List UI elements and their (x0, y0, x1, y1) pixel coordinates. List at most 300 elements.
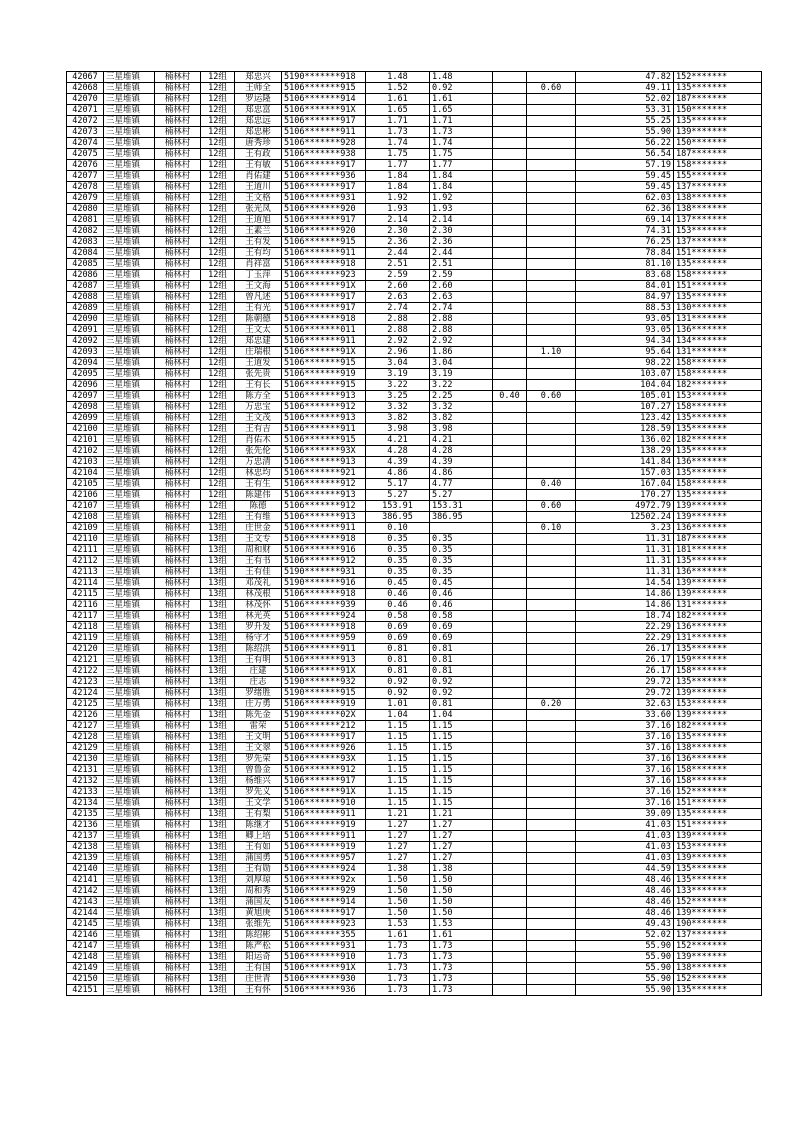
person-name-cell: 邓茂礼 (235, 578, 282, 589)
amount-cell: 37.16 (576, 798, 674, 809)
area-b-cell: 4.21 (430, 435, 493, 446)
person-name-cell: 蒲国勇 (235, 853, 282, 864)
village-name-cell: 楠林村 (155, 787, 201, 798)
table-row (67, 545, 762, 556)
village-name-cell: 楠林村 (155, 105, 201, 116)
amount-cell: 59.45 (576, 171, 674, 182)
row-number-cell: 42108 (67, 512, 104, 523)
area-total-cell: 1.93 (366, 204, 430, 215)
id-number-cell: 5106*******912 (282, 479, 366, 490)
person-name-cell: 王有吉 (235, 424, 282, 435)
person-name-cell: 刘厚琼 (235, 875, 282, 886)
phone-number-cell: 139******* (674, 908, 762, 919)
amount-cell: 55.90 (576, 127, 674, 138)
area-c-cell (493, 512, 527, 523)
group-name-cell: 13组 (201, 600, 235, 611)
id-number-cell: 5106*******917 (282, 732, 366, 743)
row-number-cell: 42118 (67, 622, 104, 633)
group-name-cell: 13组 (201, 633, 235, 644)
town-name-cell: 三星堆镇 (104, 754, 155, 765)
amount-cell: 84.97 (576, 292, 674, 303)
row-number-cell: 42115 (67, 589, 104, 600)
id-number-cell: 5106*******931 (282, 193, 366, 204)
table-row (67, 908, 762, 919)
amount-cell: 59.45 (576, 182, 674, 193)
id-number-cell: 5190*******916 (282, 578, 366, 589)
person-name-cell: 曾鲁金 (235, 765, 282, 776)
phone-number-cell: 130******* (674, 303, 762, 314)
village-name-cell: 楠林村 (155, 380, 201, 391)
area-total-cell: 2.74 (366, 303, 430, 314)
person-name-cell: 王有明 (235, 655, 282, 666)
amount-cell: 33.60 (576, 710, 674, 721)
town-name-cell: 三星堆镇 (104, 479, 155, 490)
group-name-cell: 13组 (201, 809, 235, 820)
table-row (67, 831, 762, 842)
id-number-cell: 5106*******914 (282, 94, 366, 105)
village-name-cell: 楠林村 (155, 72, 201, 83)
area-total-cell: 1.38 (366, 864, 430, 875)
table-row (67, 171, 762, 182)
town-name-cell: 三星堆镇 (104, 721, 155, 732)
area-c-cell (493, 589, 527, 600)
phone-number-cell: 153******* (674, 842, 762, 853)
table-row (67, 556, 762, 567)
amount-cell: 94.34 (576, 336, 674, 347)
town-name-cell: 三星堆镇 (104, 83, 155, 94)
amount-cell: 138.29 (576, 446, 674, 457)
id-number-cell: 5106*******911 (282, 336, 366, 347)
row-number-cell: 42077 (67, 171, 104, 182)
id-number-cell: 5190*******932 (282, 677, 366, 688)
area-d-cell (527, 94, 576, 105)
area-b-cell: 2.60 (430, 281, 493, 292)
person-name-cell: 陈绍彬 (235, 930, 282, 941)
town-name-cell: 三星堆镇 (104, 699, 155, 710)
table-row (67, 930, 762, 941)
amount-cell: 48.46 (576, 886, 674, 897)
area-d-cell (527, 380, 576, 391)
person-name-cell: 林光英 (235, 611, 282, 622)
area-c-cell (493, 864, 527, 875)
village-name-cell: 楠林村 (155, 930, 201, 941)
phone-number-cell: 135******* (674, 809, 762, 820)
phone-number-cell: 187******* (674, 534, 762, 545)
area-c-cell (493, 149, 527, 160)
table-row (67, 325, 762, 336)
phone-number-cell: 131******* (674, 633, 762, 644)
area-total-cell: 1.84 (366, 171, 430, 182)
area-d-cell: 0.10 (527, 523, 576, 534)
person-name-cell: 陈朝德 (235, 314, 282, 325)
area-c-cell (493, 534, 527, 545)
area-d-cell (527, 611, 576, 622)
amount-cell: 49.11 (576, 83, 674, 94)
table-row (67, 589, 762, 600)
area-d-cell (527, 281, 576, 292)
group-name-cell: 12组 (201, 512, 235, 523)
group-name-cell: 13组 (201, 963, 235, 974)
table-row (67, 182, 762, 193)
area-d-cell (527, 567, 576, 578)
town-name-cell: 三星堆镇 (104, 798, 155, 809)
table-row (67, 446, 762, 457)
area-c-cell (493, 556, 527, 567)
amount-cell: 22.29 (576, 633, 674, 644)
area-d-cell (527, 402, 576, 413)
village-name-cell: 楠林村 (155, 710, 201, 721)
phone-number-cell: 152******* (674, 787, 762, 798)
area-d-cell (527, 831, 576, 842)
area-c-cell (493, 798, 527, 809)
id-number-cell: 5106*******92x (282, 875, 366, 886)
row-number-cell: 42110 (67, 534, 104, 545)
area-total-cell: 2.60 (366, 281, 430, 292)
group-name-cell: 12组 (201, 391, 235, 402)
area-b-cell: 1.48 (430, 72, 493, 83)
area-total-cell: 1.27 (366, 831, 430, 842)
id-number-cell: 5106*******915 (282, 435, 366, 446)
id-number-cell: 5106*******91X (282, 963, 366, 974)
area-d-cell (527, 633, 576, 644)
row-number-cell: 42119 (67, 633, 104, 644)
village-name-cell: 楠林村 (155, 732, 201, 743)
area-c-cell (493, 985, 527, 996)
village-name-cell: 楠林村 (155, 589, 201, 600)
id-number-cell: 5106*******917 (282, 182, 366, 193)
group-name-cell: 13组 (201, 897, 235, 908)
area-b-cell: 1.38 (430, 864, 493, 875)
village-name-cell: 楠林村 (155, 292, 201, 303)
village-name-cell: 楠林村 (155, 677, 201, 688)
area-d-cell (527, 655, 576, 666)
area-c-cell (493, 820, 527, 831)
table-row (67, 644, 762, 655)
area-b-cell: 2.59 (430, 270, 493, 281)
area-total-cell: 3.19 (366, 369, 430, 380)
person-name-cell: 王有如 (235, 842, 282, 853)
area-total-cell: 1.61 (366, 930, 430, 941)
table-row (67, 600, 762, 611)
area-c-cell (493, 754, 527, 765)
id-number-cell: 5106*******918 (282, 622, 366, 633)
area-c-cell (493, 952, 527, 963)
area-d-cell (527, 72, 576, 83)
table-row (67, 226, 762, 237)
area-total-cell: 1.15 (366, 754, 430, 765)
person-name-cell: 王有勋 (235, 864, 282, 875)
village-name-cell: 楠林村 (155, 457, 201, 468)
area-c-cell (493, 633, 527, 644)
amount-cell: 56.54 (576, 149, 674, 160)
area-b-cell: 4.86 (430, 468, 493, 479)
area-total-cell: 5.27 (366, 490, 430, 501)
area-c-cell (493, 600, 527, 611)
village-name-cell: 楠林村 (155, 127, 201, 138)
amount-cell: 48.46 (576, 875, 674, 886)
group-name-cell: 13组 (201, 523, 235, 534)
amount-cell: 32.63 (576, 699, 674, 710)
id-number-cell: 5190*******02X (282, 710, 366, 721)
row-number-cell: 42121 (67, 655, 104, 666)
area-total-cell: 1.15 (366, 776, 430, 787)
phone-number-cell: 158******* (674, 666, 762, 677)
phone-number-cell: 137******* (674, 930, 762, 941)
table-row (67, 985, 762, 996)
person-name-cell: 罗先荣 (235, 754, 282, 765)
village-name-cell: 楠林村 (155, 897, 201, 908)
area-c-cell (493, 941, 527, 952)
phone-number-cell: 135******* (674, 83, 762, 94)
area-c-cell (493, 578, 527, 589)
area-c-cell (493, 358, 527, 369)
area-b-cell: 0.35 (430, 567, 493, 578)
area-b-cell: 1.21 (430, 809, 493, 820)
row-number-cell: 42070 (67, 94, 104, 105)
village-name-cell: 楠林村 (155, 578, 201, 589)
phone-number-cell: 158******* (674, 358, 762, 369)
person-name-cell: 王有生 (235, 479, 282, 490)
area-c-cell (493, 930, 527, 941)
phone-number-cell: 158******* (674, 270, 762, 281)
area-b-cell: 3.32 (430, 402, 493, 413)
group-name-cell: 12组 (201, 490, 235, 501)
person-name-cell: 杨守才 (235, 633, 282, 644)
group-name-cell: 13组 (201, 842, 235, 853)
row-number-cell: 42085 (67, 259, 104, 270)
phone-number-cell: 187******* (674, 94, 762, 105)
area-total-cell: 1.27 (366, 853, 430, 864)
table-row (67, 655, 762, 666)
area-d-cell (527, 105, 576, 116)
row-number-cell: 42097 (67, 391, 104, 402)
phone-number-cell: 139******* (674, 501, 762, 512)
id-number-cell: 5106*******919 (282, 369, 366, 380)
area-d-cell (527, 182, 576, 193)
person-name-cell: 曾凡述 (235, 292, 282, 303)
group-name-cell: 13组 (201, 941, 235, 952)
village-name-cell: 楠林村 (155, 336, 201, 347)
amount-cell: 41.03 (576, 820, 674, 831)
town-name-cell: 三星堆镇 (104, 688, 155, 699)
amount-cell: 103.07 (576, 369, 674, 380)
area-c-cell (493, 908, 527, 919)
village-name-cell: 楠林村 (155, 974, 201, 985)
area-total-cell: 3.32 (366, 402, 430, 413)
table-row (67, 336, 762, 347)
amount-cell: 52.02 (576, 930, 674, 941)
group-name-cell: 12组 (201, 171, 235, 182)
group-name-cell: 13组 (201, 556, 235, 567)
table-row (67, 633, 762, 644)
area-b-cell: 1.50 (430, 908, 493, 919)
area-b-cell: 1.93 (430, 204, 493, 215)
area-total-cell: 0.10 (366, 523, 430, 534)
id-number-cell: 5106*******91X (282, 105, 366, 116)
village-name-cell: 楠林村 (155, 94, 201, 105)
person-name-cell: 罗先义 (235, 787, 282, 798)
row-number-cell: 42120 (67, 644, 104, 655)
village-name-cell: 楠林村 (155, 666, 201, 677)
group-name-cell: 12组 (201, 292, 235, 303)
table-row (67, 523, 762, 534)
row-number-cell: 42073 (67, 127, 104, 138)
area-c-cell (493, 468, 527, 479)
phone-number-cell: 150******* (674, 138, 762, 149)
amount-cell: 76.25 (576, 237, 674, 248)
area-c-cell (493, 732, 527, 743)
area-c-cell (493, 721, 527, 732)
table-row (67, 787, 762, 798)
group-name-cell: 13组 (201, 567, 235, 578)
area-total-cell: 0.45 (366, 578, 430, 589)
area-total-cell: 1.77 (366, 160, 430, 171)
amount-cell: 107.27 (576, 402, 674, 413)
town-name-cell: 三星堆镇 (104, 655, 155, 666)
area-c-cell (493, 622, 527, 633)
village-name-cell: 楠林村 (155, 149, 201, 160)
village-name-cell: 楠林村 (155, 446, 201, 457)
row-number-cell: 42099 (67, 413, 104, 424)
group-name-cell: 13组 (201, 688, 235, 699)
area-b-cell: 1.50 (430, 886, 493, 897)
town-name-cell: 三星堆镇 (104, 897, 155, 908)
group-name-cell: 12组 (201, 358, 235, 369)
town-name-cell: 三星堆镇 (104, 402, 155, 413)
town-name-cell: 三星堆镇 (104, 336, 155, 347)
area-c-cell (493, 710, 527, 721)
id-number-cell: 5106*******923 (282, 270, 366, 281)
id-number-cell: 5106*******913 (282, 490, 366, 501)
area-c-cell (493, 479, 527, 490)
table-row (67, 424, 762, 435)
town-name-cell: 三星堆镇 (104, 567, 155, 578)
area-b-cell: 0.35 (430, 534, 493, 545)
group-name-cell: 12组 (201, 281, 235, 292)
id-number-cell: 5106*******91X (282, 347, 366, 358)
town-name-cell: 三星堆镇 (104, 72, 155, 83)
phone-number-cell: 182******* (674, 721, 762, 732)
person-name-cell: 王有怀 (235, 985, 282, 996)
area-b-cell: 1.15 (430, 765, 493, 776)
area-d-cell (527, 160, 576, 171)
area-b-cell: 1.15 (430, 721, 493, 732)
phone-number-cell: 158******* (674, 369, 762, 380)
amount-cell: 37.16 (576, 754, 674, 765)
town-name-cell: 三星堆镇 (104, 556, 155, 567)
group-name-cell: 13组 (201, 644, 235, 655)
area-d-cell (527, 424, 576, 435)
area-c-cell (493, 193, 527, 204)
phone-number-cell: 150******* (674, 105, 762, 116)
area-total-cell: 0.81 (366, 655, 430, 666)
row-number-cell: 42148 (67, 952, 104, 963)
amount-cell: 11.31 (576, 556, 674, 567)
area-c-cell (493, 303, 527, 314)
amount-cell: 26.17 (576, 666, 674, 677)
area-c-cell (493, 611, 527, 622)
area-total-cell: 1.50 (366, 886, 430, 897)
table-row (67, 809, 762, 820)
town-name-cell: 三星堆镇 (104, 908, 155, 919)
area-d-cell (527, 864, 576, 875)
area-d-cell (527, 204, 576, 215)
area-c-cell (493, 105, 527, 116)
area-d-cell (527, 457, 576, 468)
area-c-cell (493, 204, 527, 215)
town-name-cell: 三星堆镇 (104, 787, 155, 798)
id-number-cell: 5106*******924 (282, 864, 366, 875)
area-c-cell (493, 776, 527, 787)
town-name-cell: 三星堆镇 (104, 886, 155, 897)
town-name-cell: 三星堆镇 (104, 919, 155, 930)
row-number-cell: 42137 (67, 831, 104, 842)
group-name-cell: 13组 (201, 820, 235, 831)
phone-number-cell: 151******* (674, 820, 762, 831)
id-number-cell: 5106*******212 (282, 721, 366, 732)
table-row (67, 688, 762, 699)
row-number-cell: 42112 (67, 556, 104, 567)
area-b-cell: 1.92 (430, 193, 493, 204)
table-row (67, 677, 762, 688)
village-name-cell: 楠林村 (155, 743, 201, 754)
row-number-cell: 42080 (67, 204, 104, 215)
table-row (67, 369, 762, 380)
row-number-cell: 42132 (67, 776, 104, 787)
id-number-cell: 5106*******911 (282, 831, 366, 842)
area-d-cell (527, 127, 576, 138)
person-name-cell: 蒲国友 (235, 897, 282, 908)
amount-cell: 57.19 (576, 160, 674, 171)
area-total-cell: 1.21 (366, 809, 430, 820)
table-row (67, 237, 762, 248)
town-name-cell: 三星堆镇 (104, 534, 155, 545)
id-number-cell: 5106*******959 (282, 633, 366, 644)
table-row (67, 919, 762, 930)
table-row (67, 721, 762, 732)
amount-cell: 55.90 (576, 985, 674, 996)
area-c-cell (493, 809, 527, 820)
amount-cell: 11.31 (576, 534, 674, 545)
group-name-cell: 13组 (201, 589, 235, 600)
table-row (67, 358, 762, 369)
id-number-cell: 5106*******931 (282, 941, 366, 952)
town-name-cell: 三星堆镇 (104, 358, 155, 369)
group-name-cell: 12组 (201, 204, 235, 215)
town-name-cell: 三星堆镇 (104, 490, 155, 501)
area-b-cell (430, 523, 493, 534)
group-name-cell: 13组 (201, 853, 235, 864)
area-b-cell: 1.27 (430, 842, 493, 853)
phone-number-cell: 152******* (674, 72, 762, 83)
table-row (67, 864, 762, 875)
phone-number-cell: 134******* (674, 336, 762, 347)
person-name-cell: 肖祥富 (235, 259, 282, 270)
phone-number-cell: 152******* (674, 941, 762, 952)
table-row (67, 193, 762, 204)
row-number-cell: 42113 (67, 567, 104, 578)
area-total-cell: 1.74 (366, 138, 430, 149)
village-name-cell: 楠林村 (155, 622, 201, 633)
person-name-cell: 郑忠彬 (235, 127, 282, 138)
area-total-cell: 0.35 (366, 567, 430, 578)
amount-cell: 69.14 (576, 215, 674, 226)
area-total-cell: 0.69 (366, 622, 430, 633)
town-name-cell: 三星堆镇 (104, 325, 155, 336)
table-row (67, 776, 762, 787)
area-d-cell (527, 116, 576, 127)
group-name-cell: 13组 (201, 765, 235, 776)
